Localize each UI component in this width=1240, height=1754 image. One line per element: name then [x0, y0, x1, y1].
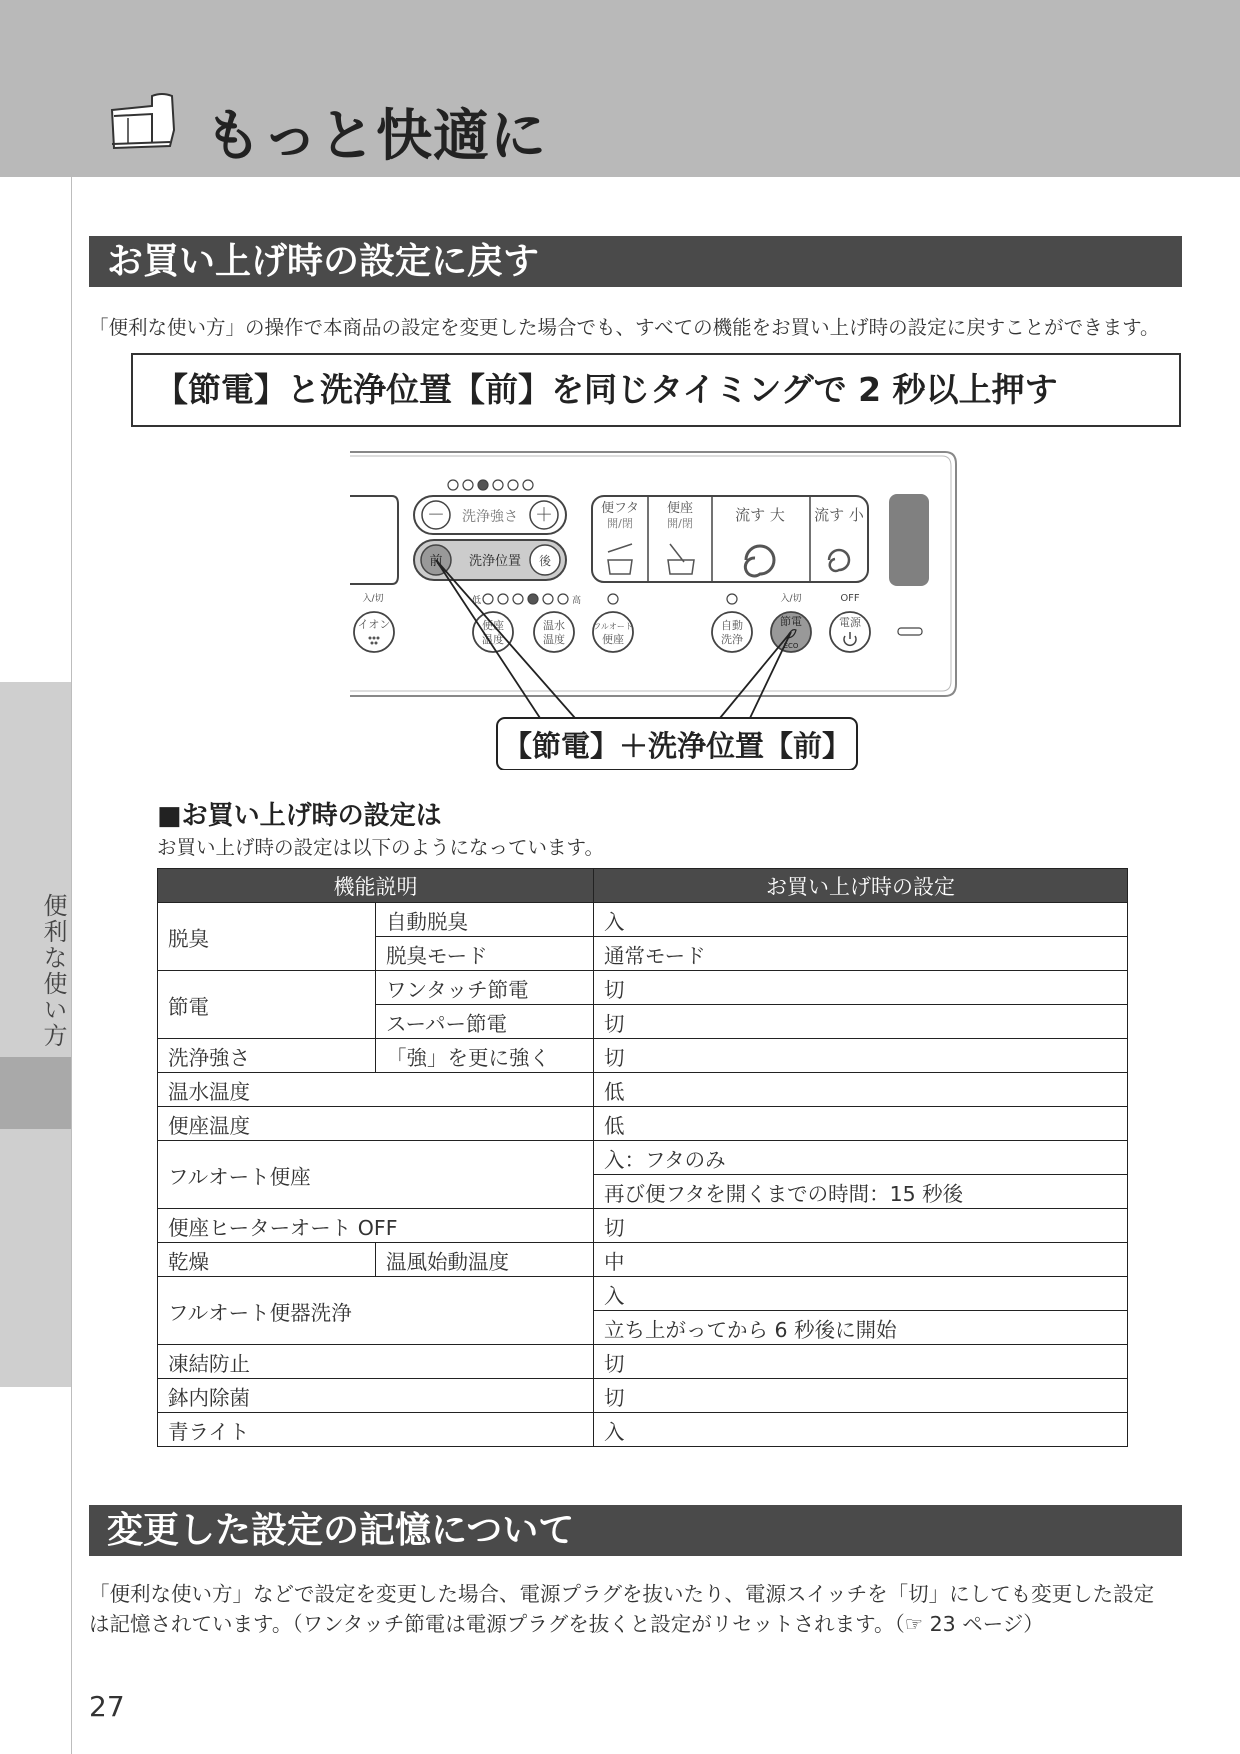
seat-temp-label: 便座 — [482, 619, 504, 632]
row-value: 切 — [594, 1345, 1128, 1379]
seat-temp-sub-label: 温度 — [482, 633, 504, 646]
table-header-row — [158, 869, 1128, 903]
autowash-indicator — [727, 594, 737, 604]
table-row — [158, 1107, 1128, 1141]
table-row — [158, 1413, 1128, 1447]
table-row — [158, 1073, 1128, 1107]
row-name: 脱臭 — [158, 903, 376, 971]
autowash-sub-label: 洗浄 — [721, 633, 743, 646]
table-row — [158, 1243, 1128, 1277]
left-rule — [71, 177, 72, 1754]
section-title-memory: 変更した設定の記憶について — [89, 1505, 1182, 1556]
row-value: 入 — [594, 903, 1128, 937]
row-value: 切 — [594, 1379, 1128, 1413]
row-sub: 温風始動温度 — [376, 1243, 594, 1277]
autowash-label: 自動 — [721, 619, 743, 632]
toilet-icon — [108, 90, 180, 152]
row-sub: ワンタッチ節電 — [376, 971, 594, 1005]
callout-text: 【節電】＋洗浄位置【前】 — [502, 729, 852, 763]
row-sub: 脱臭モード — [376, 937, 594, 971]
seat-label: 便座 — [666, 501, 694, 516]
header-function: 機能説明 — [158, 869, 594, 903]
temp-low-label: 低 — [472, 596, 482, 606]
flush-small-label: 流す 小 — [814, 506, 864, 524]
front-label: 前 — [429, 554, 443, 569]
page-title: もっと快適に — [205, 104, 547, 169]
eco-label: 節電 — [780, 615, 802, 628]
minus-label: － — [427, 505, 445, 526]
fullauto-seat-button — [593, 612, 633, 652]
lid-sub-label: 開/閉 — [607, 517, 633, 530]
wash-strength-label: 洗浄強さ — [462, 509, 518, 525]
eco-onoff-label: 入/切 — [780, 594, 802, 604]
table-row — [158, 903, 1128, 937]
factory-settings-table — [157, 868, 1128, 1447]
ion-label: イオン — [357, 618, 391, 631]
page-header — [0, 0, 1240, 177]
row-value: 入 — [594, 1277, 1128, 1311]
power-off-label: OFF — [840, 593, 860, 604]
section-title-reset: お買い上げ時の設定に戻す — [89, 236, 1182, 287]
row-name: フルオート便座 — [158, 1141, 594, 1209]
rear-label: 後 — [538, 554, 552, 568]
row-value: 再び便フタを開くまでの時間：15 秒後 — [594, 1175, 1128, 1209]
row-name: 節電 — [158, 971, 376, 1039]
temp-high-label: 高 — [572, 596, 582, 606]
factory-settings-subtext: お買い上げ時の設定は以下のようになっています。 — [157, 836, 604, 859]
plus-label: ＋ — [535, 505, 553, 526]
wash-position-label: 洗浄位置 — [468, 554, 522, 569]
row-sub: スーパー節電 — [376, 1005, 594, 1039]
auto-wash-button — [712, 612, 752, 652]
lid-label: 便フタ — [600, 501, 640, 516]
instruction-box: 【節電】と洗浄位置【前】を同じタイミングで 2 秒以上押す — [131, 353, 1181, 427]
water-temp-label: 温水 — [543, 619, 565, 632]
row-name: 洗浄強さ — [158, 1039, 376, 1073]
table-row — [158, 1379, 1128, 1413]
control-panel-illustration — [340, 448, 960, 770]
row-value: 立ち上がってから 6 秒後に開始 — [594, 1311, 1128, 1345]
section-intro: 「便利な使い方」の操作で本商品の設定を変更した場合でも、すべての機能をお買い上げ時の設定に戻すことができます。 — [89, 316, 1160, 339]
flush-large-label: 流す 大 — [735, 506, 785, 524]
remote-sensor — [889, 494, 929, 586]
fullauto-sub-label: 便座 — [602, 633, 624, 646]
seat-sub-label: 開/閉 — [667, 517, 693, 530]
row-value: 切 — [594, 1039, 1128, 1073]
row-value: 切 — [594, 971, 1128, 1005]
row-value: 入：フタのみ — [594, 1141, 1128, 1175]
table-row — [158, 1209, 1128, 1243]
row-value: 入 — [594, 1413, 1128, 1447]
ion-onoff-label: 入/切 — [362, 594, 384, 604]
row-name: 鉢内除菌 — [158, 1379, 594, 1413]
memory-description-line1: 「便利な使い方」などで設定を変更した場合、電源プラグを抜いたり、電源スイッチを「切」にしても変更した設定 — [89, 1582, 1155, 1606]
side-tab-lower — [0, 1129, 71, 1387]
row-name: 温水温度 — [158, 1073, 594, 1107]
row-value: 切 — [594, 1005, 1128, 1039]
memory-description — [89, 1579, 1154, 1639]
row-value: 切 — [594, 1209, 1128, 1243]
fullauto-indicator — [608, 594, 618, 604]
row-value: 低 — [594, 1107, 1128, 1141]
water-temp-sub-label: 温度 — [543, 633, 565, 646]
row-value: 通常モード — [594, 937, 1128, 971]
table-row — [158, 1039, 1128, 1073]
side-tab-active — [0, 1057, 71, 1129]
row-sub: 「強」を更に強く — [376, 1039, 594, 1073]
left-partial-button — [350, 496, 398, 584]
row-name: 便座温度 — [158, 1107, 594, 1141]
table-row — [158, 1345, 1128, 1379]
row-sub: 自動脱臭 — [376, 903, 594, 937]
table-row — [158, 1141, 1128, 1175]
row-name: フルオート便器洗浄 — [158, 1277, 594, 1345]
indicator-lamp — [898, 628, 922, 635]
eco-sub-label: ECO — [783, 642, 799, 650]
row-value: 低 — [594, 1073, 1128, 1107]
table-row — [158, 971, 1128, 1005]
water-temp-button — [534, 612, 574, 652]
page-number: 27 — [89, 1690, 125, 1723]
table-row — [158, 1277, 1128, 1311]
memory-description-line2: は記憶されています。（ワンタッチ節電は電源プラグを抜くと設定がリセットされます。（☞ 23 ページ） — [89, 1612, 1044, 1636]
factory-settings-heading: ■お買い上げ時の設定は — [157, 801, 442, 831]
row-name: 青ライト — [158, 1413, 594, 1447]
row-name: 乾燥 — [158, 1243, 376, 1277]
side-tab-label: 便利な使い方 — [39, 893, 67, 1049]
row-name: 便座ヒーターオート OFF — [158, 1209, 594, 1243]
row-name: 凍結防止 — [158, 1345, 594, 1379]
row-value: 中 — [594, 1243, 1128, 1277]
power-label: 電源 — [839, 616, 861, 629]
fullauto-label: フルオート — [593, 622, 633, 631]
header-setting: お買い上げ時の設定 — [594, 869, 1128, 903]
